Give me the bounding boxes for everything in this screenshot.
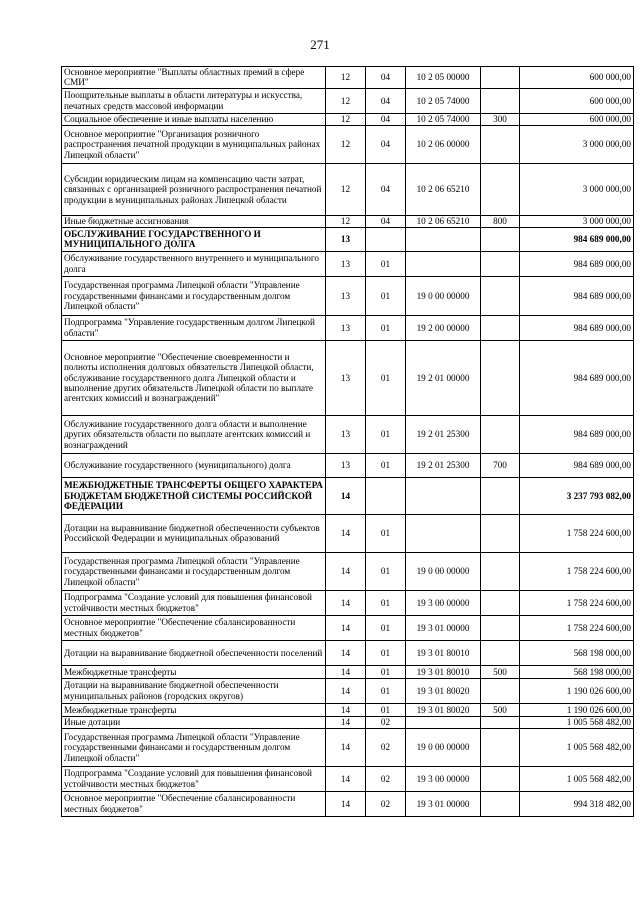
row-sum-cell: 1 758 224 600,00: [520, 590, 634, 615]
budget-table: [61, 66, 634, 817]
table-row: [62, 791, 634, 816]
row-expense-type-cell: [481, 67, 520, 89]
row-subsection-cell: 04: [366, 125, 406, 163]
row-sum-cell: 984 689 000,00: [520, 315, 634, 340]
table-row: [62, 453, 634, 477]
row-expense-type-cell: [481, 125, 520, 163]
row-expense-type-cell: 800: [481, 215, 520, 227]
table-row: [62, 315, 634, 340]
row-name-cell: Основное мероприятие "Обеспечение своевременности и полноты исполнения долговых обязательств Липецкой области, обслуживание государственного долга Липецкой области и выполнение других обязательств Липецкой области по выплате агентских комиссий и вознаграждений": [62, 340, 326, 415]
row-name-cell: Поощрительные выплаты в области литературы и искусства, печатных средств массовой информации: [62, 88, 326, 113]
row-section-cell: 14: [326, 590, 366, 615]
row-target-article-cell: 10 2 06 00000: [406, 125, 481, 163]
row-section-cell: 13: [326, 315, 366, 340]
row-target-article-cell: 19 3 01 80010: [406, 640, 481, 665]
row-name-cell: ОБСЛУЖИВАНИЕ ГОСУДАРСТВЕННОГО И МУНИЦИПАЛЬНОГО ДОЛГА: [62, 227, 326, 251]
row-name-cell: Дотации на выравнивание бюджетной обеспеченности субъектов Российской Федерации и муниципальных образований: [62, 514, 326, 552]
row-expense-type-cell: [481, 791, 520, 816]
table-row: [62, 340, 634, 415]
row-section-cell: 12: [326, 125, 366, 163]
page-number: 271: [310, 37, 330, 52]
row-target-article-cell: 19 2 01 25300: [406, 453, 481, 477]
row-sum-cell: 3 000 000,00: [520, 125, 634, 163]
row-subsection-cell: 02: [366, 728, 406, 766]
table-row: [62, 251, 634, 276]
row-expense-type-cell: [481, 163, 520, 215]
row-section-cell: 13: [326, 340, 366, 415]
row-subsection-cell: 01: [366, 514, 406, 552]
row-name-cell: Государственная программа Липецкой области "Управление государственными финансами и государственным долгом Липецкой области": [62, 728, 326, 766]
row-sum-cell: 1 005 568 482,00: [520, 766, 634, 791]
row-target-article-cell: 19 3 01 00000: [406, 791, 481, 816]
table-row: [62, 514, 634, 552]
row-expense-type-cell: [481, 88, 520, 113]
row-target-article-cell: 10 2 05 00000: [406, 67, 481, 89]
row-name-cell: Иные бюджетные ассигнования: [62, 215, 326, 227]
row-expense-type-cell: [481, 615, 520, 640]
row-sum-cell: 994 318 482,00: [520, 791, 634, 816]
row-sum-cell: 1 758 224 600,00: [520, 514, 634, 552]
row-subsection-cell: 04: [366, 67, 406, 89]
row-section-cell: 14: [326, 552, 366, 590]
table-row: [62, 640, 634, 665]
row-name-cell: МЕЖБЮДЖЕТНЫЕ ТРАНСФЕРТЫ ОБЩЕГО ХАРАКТЕРА БЮДЖЕТАМ БЮДЖЕТНОЙ СИСТЕМЫ РОССИЙСКОЙ ФЕДЕРАЦИИ: [62, 477, 326, 514]
row-sum-cell: 568 198 000,00: [520, 665, 634, 678]
row-target-article-cell: 19 3 01 80010: [406, 665, 481, 678]
row-expense-type-cell: 700: [481, 453, 520, 477]
table-row: [62, 215, 634, 227]
row-expense-type-cell: [481, 276, 520, 315]
row-section-cell: 13: [326, 453, 366, 477]
row-name-cell: Основное мероприятие "Выплаты областных премий в сфере СМИ": [62, 67, 326, 89]
row-target-article-cell: [406, 716, 481, 728]
row-name-cell: Обслуживание государственного внутреннего и муниципального долга: [62, 251, 326, 276]
table-row: [62, 415, 634, 453]
row-sum-cell: 600 000,00: [520, 88, 634, 113]
row-sum-cell: 3 000 000,00: [520, 163, 634, 215]
row-name-cell: Обслуживание государственного долга области и выполнение других обязательств области по выплате агентских комиссий и вознаграждений: [62, 415, 326, 453]
section-header-row: [62, 227, 634, 251]
row-expense-type-cell: [481, 766, 520, 791]
row-subsection-cell: 01: [366, 315, 406, 340]
row-target-article-cell: 19 3 01 00000: [406, 615, 481, 640]
row-target-article-cell: [406, 514, 481, 552]
row-expense-type-cell: [481, 227, 520, 251]
row-subsection-cell: 04: [366, 113, 406, 125]
row-target-article-cell: 19 3 01 80020: [406, 678, 481, 703]
row-section-cell: 13: [326, 227, 366, 251]
row-target-article-cell: 19 2 01 25300: [406, 415, 481, 453]
row-name-cell: Подпрограмма "Создание условий для повышения финансовой устойчивости местных бюджетов": [62, 766, 326, 791]
row-sum-cell: 984 689 000,00: [520, 453, 634, 477]
table-row: [62, 665, 634, 678]
row-expense-type-cell: 500: [481, 703, 520, 716]
row-subsection-cell: 04: [366, 163, 406, 215]
row-section-cell: 13: [326, 276, 366, 315]
table-row: [62, 703, 634, 716]
row-expense-type-cell: 300: [481, 113, 520, 125]
row-section-cell: 14: [326, 665, 366, 678]
row-target-article-cell: 19 0 00 00000: [406, 276, 481, 315]
row-subsection-cell: 02: [366, 766, 406, 791]
section-header-row: [62, 477, 634, 514]
row-target-article-cell: 10 2 05 74000: [406, 88, 481, 113]
row-name-cell: Субсидии юридическим лицам на компенсацию части затрат, связанных с организацией розничного распространения печатной продукции в муниципальных районах Липецкой области: [62, 163, 326, 215]
row-section-cell: 13: [326, 415, 366, 453]
row-target-article-cell: 10 2 06 65210: [406, 163, 481, 215]
row-target-article-cell: 10 2 06 65210: [406, 215, 481, 227]
row-sum-cell: 984 689 000,00: [520, 227, 634, 251]
row-sum-cell: 984 689 000,00: [520, 415, 634, 453]
row-sum-cell: 1 005 568 482,00: [520, 716, 634, 728]
row-section-cell: 12: [326, 67, 366, 89]
row-section-cell: 14: [326, 640, 366, 665]
row-name-cell: Основное мероприятие "Организация розничного распространения печатной продукции в муниципальных районах Липецкой области": [62, 125, 326, 163]
row-expense-type-cell: [481, 728, 520, 766]
row-section-cell: 14: [326, 477, 366, 514]
row-expense-type-cell: [481, 340, 520, 415]
row-name-cell: Основное мероприятие "Обеспечение сбалансированности местных бюджетов": [62, 615, 326, 640]
row-name-cell: Основное мероприятие "Обеспечение сбалансированности местных бюджетов": [62, 791, 326, 816]
table-row: [62, 615, 634, 640]
row-subsection-cell: 02: [366, 716, 406, 728]
row-sum-cell: 1 758 224 600,00: [520, 615, 634, 640]
row-section-cell: 12: [326, 215, 366, 227]
row-expense-type-cell: [481, 514, 520, 552]
row-target-article-cell: [406, 251, 481, 276]
table-row: [62, 716, 634, 728]
row-expense-type-cell: [481, 477, 520, 514]
row-section-cell: 13: [326, 251, 366, 276]
row-section-cell: 12: [326, 163, 366, 215]
row-name-cell: Подпрограмма "Управление государственным долгом Липецкой области": [62, 315, 326, 340]
row-section-cell: 14: [326, 678, 366, 703]
row-name-cell: Межбюджетные трансферты: [62, 665, 326, 678]
table-row: [62, 766, 634, 791]
row-name-cell: Дотации на выравнивание бюджетной обеспеченности муниципальных районов (городских округов): [62, 678, 326, 703]
row-subsection-cell: 02: [366, 791, 406, 816]
row-sum-cell: 1 758 224 600,00: [520, 552, 634, 590]
table-row: [62, 552, 634, 590]
row-name-cell: Социальное обеспечение и иные выплаты населению: [62, 113, 326, 125]
row-expense-type-cell: [481, 640, 520, 665]
row-subsection-cell: 01: [366, 703, 406, 716]
row-subsection-cell: 01: [366, 251, 406, 276]
row-target-article-cell: [406, 477, 481, 514]
row-subsection-cell: 01: [366, 552, 406, 590]
row-subsection-cell: 01: [366, 340, 406, 415]
row-target-article-cell: [406, 227, 481, 251]
row-expense-type-cell: [481, 716, 520, 728]
row-sum-cell: 600 000,00: [520, 67, 634, 89]
row-section-cell: 14: [326, 514, 366, 552]
row-section-cell: 12: [326, 88, 366, 113]
row-section-cell: 14: [326, 716, 366, 728]
row-target-article-cell: 19 2 00 00000: [406, 315, 481, 340]
row-subsection-cell: 01: [366, 665, 406, 678]
row-sum-cell: 1 190 026 600,00: [520, 703, 634, 716]
row-expense-type-cell: [481, 251, 520, 276]
row-expense-type-cell: [481, 315, 520, 340]
row-sum-cell: 1 005 568 482,00: [520, 728, 634, 766]
table-row: [62, 728, 634, 766]
row-target-article-cell: 10 2 05 74000: [406, 113, 481, 125]
row-subsection-cell: 01: [366, 640, 406, 665]
row-sum-cell: 1 190 026 600,00: [520, 678, 634, 703]
row-expense-type-cell: [481, 590, 520, 615]
row-subsection-cell: [366, 477, 406, 514]
row-target-article-cell: 19 3 00 00000: [406, 766, 481, 791]
row-section-cell: 12: [326, 113, 366, 125]
row-target-article-cell: 19 2 01 00000: [406, 340, 481, 415]
row-target-article-cell: 19 0 00 00000: [406, 552, 481, 590]
row-subsection-cell: 01: [366, 276, 406, 315]
row-sum-cell: 984 689 000,00: [520, 251, 634, 276]
row-section-cell: 14: [326, 791, 366, 816]
row-expense-type-cell: [481, 678, 520, 703]
row-name-cell: Государственная программа Липецкой области "Управление государственными финансами и государственным долгом Липецкой области": [62, 276, 326, 315]
row-sum-cell: 600 000,00: [520, 113, 634, 125]
row-target-article-cell: 19 3 01 80020: [406, 703, 481, 716]
row-subsection-cell: 04: [366, 88, 406, 113]
row-section-cell: 14: [326, 766, 366, 791]
table-row: [62, 113, 634, 125]
row-expense-type-cell: [481, 552, 520, 590]
table-row: [62, 163, 634, 215]
row-sum-cell: 3 000 000,00: [520, 215, 634, 227]
row-section-cell: 14: [326, 615, 366, 640]
row-name-cell: Межбюджетные трансферты: [62, 703, 326, 716]
row-subsection-cell: 01: [366, 415, 406, 453]
row-expense-type-cell: 500: [481, 665, 520, 678]
table-row: [62, 67, 634, 89]
row-name-cell: Подпрограмма "Создание условий для повышения финансовой устойчивости местных бюджетов": [62, 590, 326, 615]
row-subsection-cell: 01: [366, 453, 406, 477]
row-section-cell: 14: [326, 728, 366, 766]
table-row: [62, 125, 634, 163]
row-subsection-cell: 01: [366, 678, 406, 703]
row-subsection-cell: 01: [366, 615, 406, 640]
row-target-article-cell: 19 0 00 00000: [406, 728, 481, 766]
row-subsection-cell: 01: [366, 590, 406, 615]
row-name-cell: Государственная программа Липецкой области "Управление государственными финансами и государственным долгом Липецкой области": [62, 552, 326, 590]
table-row: [62, 678, 634, 703]
row-sum-cell: 984 689 000,00: [520, 276, 634, 315]
budget-table-body: [62, 67, 634, 817]
row-subsection-cell: [366, 227, 406, 251]
table-row: [62, 590, 634, 615]
table-row: [62, 88, 634, 113]
row-name-cell: Обслуживание государственного (муниципального) долга: [62, 453, 326, 477]
row-sum-cell: 984 689 000,00: [520, 340, 634, 415]
table-row: [62, 276, 634, 315]
row-subsection-cell: 04: [366, 215, 406, 227]
row-sum-cell: 568 198 000,00: [520, 640, 634, 665]
row-sum-cell: 3 237 793 082,00: [520, 477, 634, 514]
row-target-article-cell: 19 3 00 00000: [406, 590, 481, 615]
row-section-cell: 14: [326, 703, 366, 716]
row-expense-type-cell: [481, 415, 520, 453]
row-name-cell: Иные дотации: [62, 716, 326, 728]
row-name-cell: Дотации на выравнивание бюджетной обеспеченности поселений: [62, 640, 326, 665]
